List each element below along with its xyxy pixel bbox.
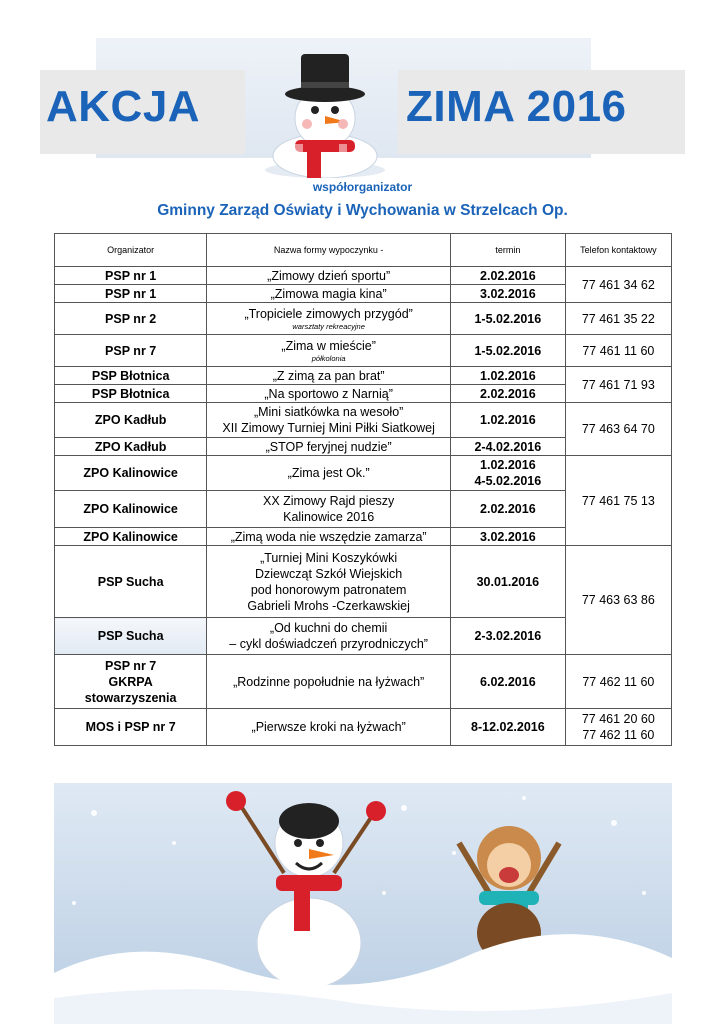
table-row — [55, 709, 672, 746]
date-cell: 1-5.02.2016 — [450, 335, 565, 367]
event-name-cell: „Na sportowo z Narnią” — [207, 385, 451, 403]
event-name-cell: „Zimowy dzień sportu” — [207, 267, 451, 285]
date-cell: 1.02.2016 — [450, 367, 565, 385]
event-subtitle: warsztaty rekreacyjne — [292, 322, 365, 331]
organizer-cell: PSP Sucha — [55, 546, 207, 618]
phone-cell: 77 461 71 93 — [565, 367, 671, 403]
date-cell: 8-12.02.2016 — [450, 709, 565, 746]
event-name-line2: Kalinowice 2016 — [283, 510, 375, 524]
coorganizer-label: współorganizator — [312, 180, 413, 194]
event-name-cell — [207, 335, 451, 367]
organizer-cell: ZPO Kalinowice — [55, 456, 207, 491]
phone-cell: 77 461 34 62 — [565, 267, 671, 303]
table-row — [55, 546, 672, 618]
phone-line1: 77 461 20 60 — [581, 712, 655, 726]
date-cell: 2.02.2016 — [450, 491, 565, 528]
event-name-line2: – cykl doświadczeń przyrodniczych” — [229, 637, 428, 651]
phone-cell: 77 463 63 86 — [565, 546, 671, 655]
organizer-cell: PSP nr 7 — [55, 335, 207, 367]
event-name-cell: „STOP feryjnej nudzie” — [207, 438, 451, 456]
event-name: „Od kuchni do chemii — [269, 621, 388, 635]
date-cell: 30.01.2016 — [450, 546, 565, 618]
event-name: „Tropiciele zimowych przygód” — [244, 307, 413, 321]
date-cell: 1-5.02.2016 — [450, 303, 565, 335]
phone-line2: 77 462 11 60 — [582, 728, 655, 742]
organizer-cell: ZPO Kadłub — [55, 403, 207, 438]
header-date: termin — [450, 234, 565, 267]
organizer-cell: PSP Błotnica — [55, 385, 207, 403]
organizer-line2: GKRPA — [108, 674, 153, 689]
date-cell: 3.02.2016 — [450, 528, 565, 546]
event-name-line4: Gabrieli Mrohs -Czerkawskiej — [247, 598, 410, 613]
organizer-cell — [55, 655, 207, 709]
organizer-cell: ZPO Kalinowice — [55, 528, 207, 546]
date-cell: 2-3.02.2016 — [450, 618, 565, 655]
organizer-cell: PSP nr 1 — [55, 285, 207, 303]
table-row — [55, 303, 672, 335]
event-name-cell: „Zimą woda nie wszędzie zamarza” — [207, 528, 451, 546]
table-row — [55, 403, 672, 438]
event-name-line2: XII Zimowy Turniej Mini Piłki Siatkowej — [222, 421, 435, 435]
event-name-cell — [207, 491, 451, 528]
table-row — [55, 267, 672, 285]
event-name-cell — [207, 546, 451, 618]
organizer-line3: stowarzyszenia — [84, 690, 177, 705]
phone-cell: 77 461 35 22 — [565, 303, 671, 335]
date-cell: 2.02.2016 — [450, 385, 565, 403]
organizer-cell: PSP nr 2 — [55, 303, 207, 335]
table-row — [55, 367, 672, 385]
phone-cell — [565, 709, 671, 746]
event-name-cell: „Rodzinne popołudnie na łyżwach” — [207, 655, 451, 709]
table-row — [55, 456, 672, 491]
phone-cell: 77 461 75 13 — [565, 456, 671, 546]
organizer-cell: ZPO Kadłub — [55, 438, 207, 456]
title-right: ZIMA 2016 — [406, 82, 627, 131]
event-name: „Mini siatkówka na wesoło” — [253, 405, 404, 419]
phone-cell: 77 463 64 70 — [565, 403, 671, 456]
date-line1: 1.02.2016 — [480, 458, 536, 472]
table-header-row — [55, 234, 672, 267]
event-name-cell: „Zima jest Ok.” — [207, 456, 451, 491]
event-name-line2: Dziewcząt Szkół Wiejskich — [255, 566, 403, 581]
event-name-cell — [207, 303, 451, 335]
organizer-cell: ZPO Kalinowice — [55, 491, 207, 528]
event-name-cell: „Zimowa magia kina” — [207, 285, 451, 303]
event-subtitle: półkolonia — [311, 354, 346, 363]
winter-scene-illustration — [54, 783, 672, 1024]
title-left: AKCJA — [46, 82, 201, 131]
event-name-line3: pod honorowym patronatem — [250, 582, 407, 597]
organizer-cell: MOS i PSP nr 7 — [55, 709, 207, 746]
table-row — [55, 335, 672, 367]
header-phone: Telefon kontaktowy — [565, 234, 671, 267]
event-name-cell — [207, 618, 451, 655]
organizer-cell: PSP nr 1 — [55, 267, 207, 285]
event-name-cell: „Pierwsze kroki na łyżwach” — [207, 709, 451, 746]
organizer-cell: PSP Sucha — [55, 618, 207, 655]
date-cell: 1.02.2016 — [450, 403, 565, 438]
date-cell: 3.02.2016 — [450, 285, 565, 303]
event-name: „Zima w mieście” — [281, 339, 376, 353]
organizer-cell: PSP Błotnica — [55, 367, 207, 385]
date-cell: 2-4.02.2016 — [450, 438, 565, 456]
table-row — [55, 655, 672, 709]
date-line2: 4-5.02.2016 — [474, 474, 542, 488]
event-name-cell — [207, 403, 451, 438]
event-name: „Turniej Mini Koszykówki — [260, 550, 398, 565]
date-cell: 2.02.2016 — [450, 267, 565, 285]
header-name: Nazwa formy wypoczynku - — [207, 234, 451, 267]
header-organizer: Organizator — [55, 234, 207, 267]
date-cell — [450, 456, 565, 491]
coorganizer-name: Gminny Zarząd Oświaty i Wychowania w Strzelcach Op. — [157, 202, 568, 219]
date-cell: 6.02.2016 — [450, 655, 565, 709]
event-name-cell: „Z zimą za pan brat” — [207, 367, 451, 385]
snowman-with-top-hat-icon — [255, 38, 395, 178]
organizer-line1: PSP nr 7 — [105, 658, 157, 673]
phone-cell: 77 461 11 60 — [565, 335, 671, 367]
events-table — [54, 233, 672, 746]
event-name: XX Zimowy Rajd pieszy — [262, 494, 395, 508]
phone-cell: 77 462 11 60 — [565, 655, 671, 709]
